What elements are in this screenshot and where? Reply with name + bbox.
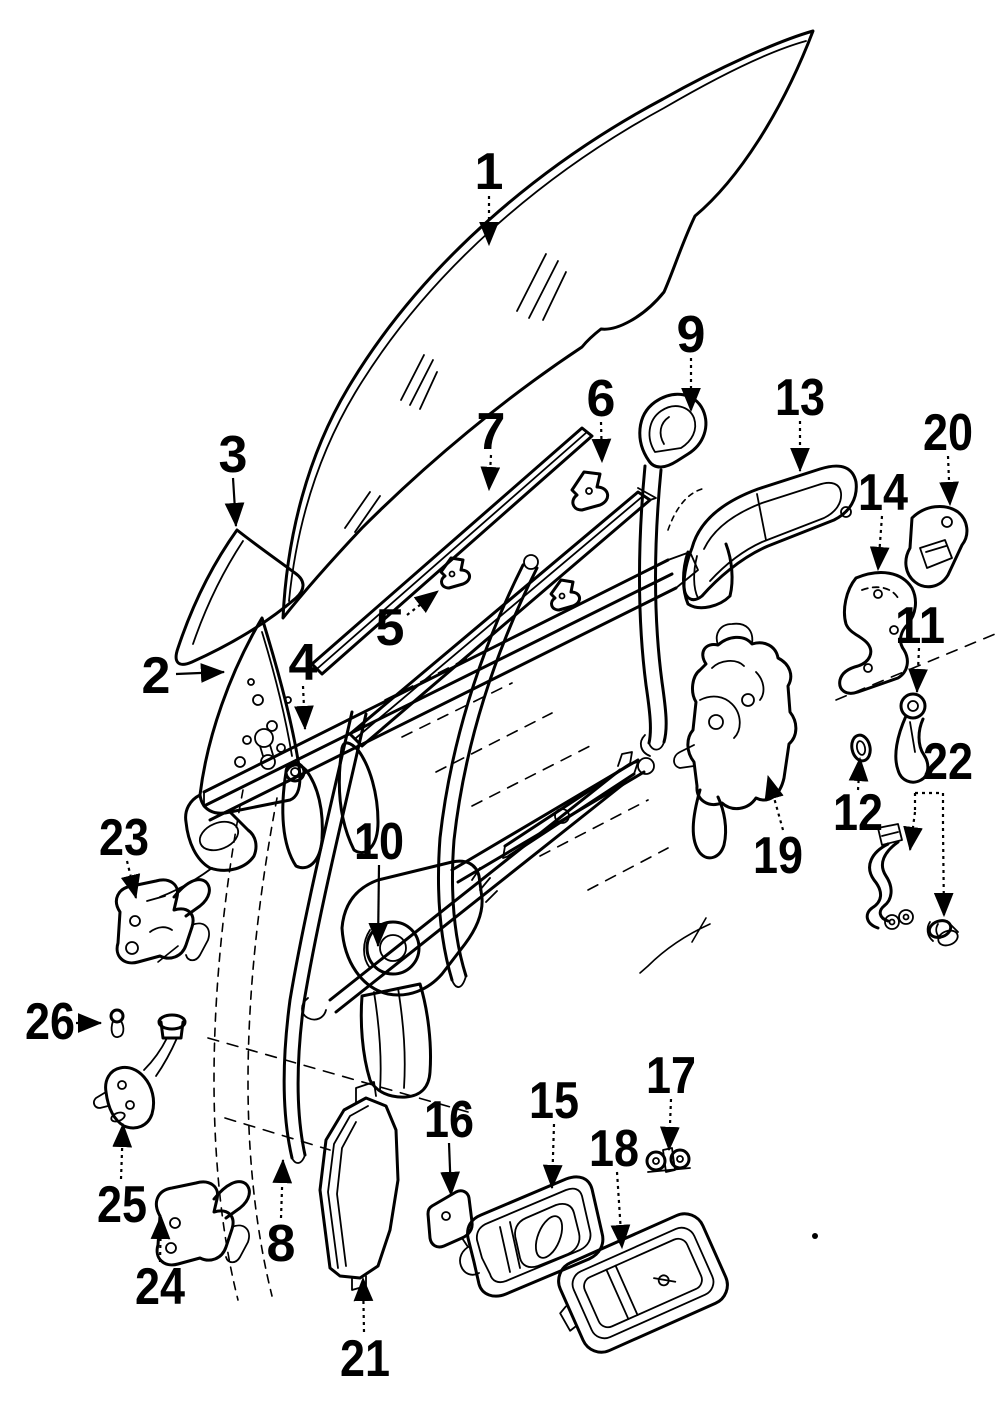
- callout-label-12: 12: [833, 784, 883, 842]
- callout-label-7: 7: [476, 403, 506, 461]
- callout-label-23: 23: [99, 809, 149, 867]
- callout-leader-arrow: [233, 478, 236, 526]
- callout-label-13: 13: [775, 369, 825, 427]
- callout-label-20: 20: [923, 404, 973, 462]
- callout-leader-arrow: [176, 672, 224, 674]
- callout-label-8: 8: [266, 1215, 296, 1273]
- callout-label-14: 14: [858, 464, 909, 522]
- outside-door-handle: [684, 466, 857, 608]
- callout-label-21: 21: [340, 1330, 390, 1388]
- callout-label-25: 25: [97, 1176, 147, 1234]
- inside-handle: [460, 1177, 603, 1296]
- callout-label-4: 4: [288, 634, 318, 692]
- striker: [906, 506, 967, 586]
- grommet: [849, 733, 872, 762]
- callout-label-3: 3: [218, 426, 248, 484]
- callout-layer: [25, 143, 973, 1388]
- callout-label-2: 2: [141, 647, 171, 705]
- callout-label-17: 17: [646, 1047, 696, 1105]
- callout-label-1: 1: [474, 143, 504, 201]
- callout-label-9: 9: [676, 306, 706, 364]
- callout-leader-arrow: [669, 1099, 671, 1150]
- door-control-module: [320, 1082, 398, 1290]
- handle-bezel: [543, 1207, 734, 1362]
- upper-hinge: [116, 880, 209, 963]
- callout-leader-arrow: [281, 1160, 283, 1218]
- callout-label-24: 24: [135, 1258, 186, 1316]
- callout-label-6: 6: [586, 370, 616, 428]
- callout-label-22: 22: [923, 733, 973, 791]
- glass-hatch-marks: [345, 254, 566, 532]
- check-pin-clip: [111, 1010, 123, 1037]
- callout-label-19: 19: [753, 827, 803, 885]
- callout-leader-arrow: [601, 422, 602, 462]
- door-glass: [283, 31, 813, 618]
- door-lock-assembly: [674, 624, 796, 858]
- callout-leader-arrow: [449, 1143, 451, 1195]
- callout-label-16: 16: [424, 1091, 474, 1149]
- door-check: [94, 1015, 185, 1128]
- harness-bolt: [927, 918, 960, 948]
- callout-leader-arrow: [617, 1172, 622, 1248]
- callout-label-18: 18: [589, 1120, 639, 1178]
- callout-leader-arrow: [878, 516, 882, 570]
- callout-leader-arrow: [943, 828, 944, 916]
- molding-clip-a: [441, 558, 470, 588]
- callout-label-15: 15: [529, 1072, 579, 1130]
- callout-label-11: 11: [895, 597, 945, 655]
- callout-leader-arrow: [552, 1124, 554, 1188]
- callout-leader-arrow: [910, 812, 915, 850]
- callout-leader-arrow: [303, 686, 305, 729]
- bezel-clip: [647, 1148, 690, 1172]
- callout-label-26: 26: [25, 993, 75, 1051]
- callout-label-10: 10: [354, 813, 404, 871]
- belt-molding-outer: [312, 428, 592, 674]
- lower-hinge: [156, 1182, 249, 1265]
- callout-leader-arrow: [121, 1124, 123, 1179]
- callout-label-5: 5: [375, 599, 405, 657]
- handle-clip: [428, 1191, 472, 1247]
- glass-stabilizer-clip: [572, 472, 608, 510]
- callout-leader-arrow: [378, 865, 379, 946]
- callout-leader-arrow: [948, 456, 950, 505]
- molding-clip-b: [551, 580, 580, 610]
